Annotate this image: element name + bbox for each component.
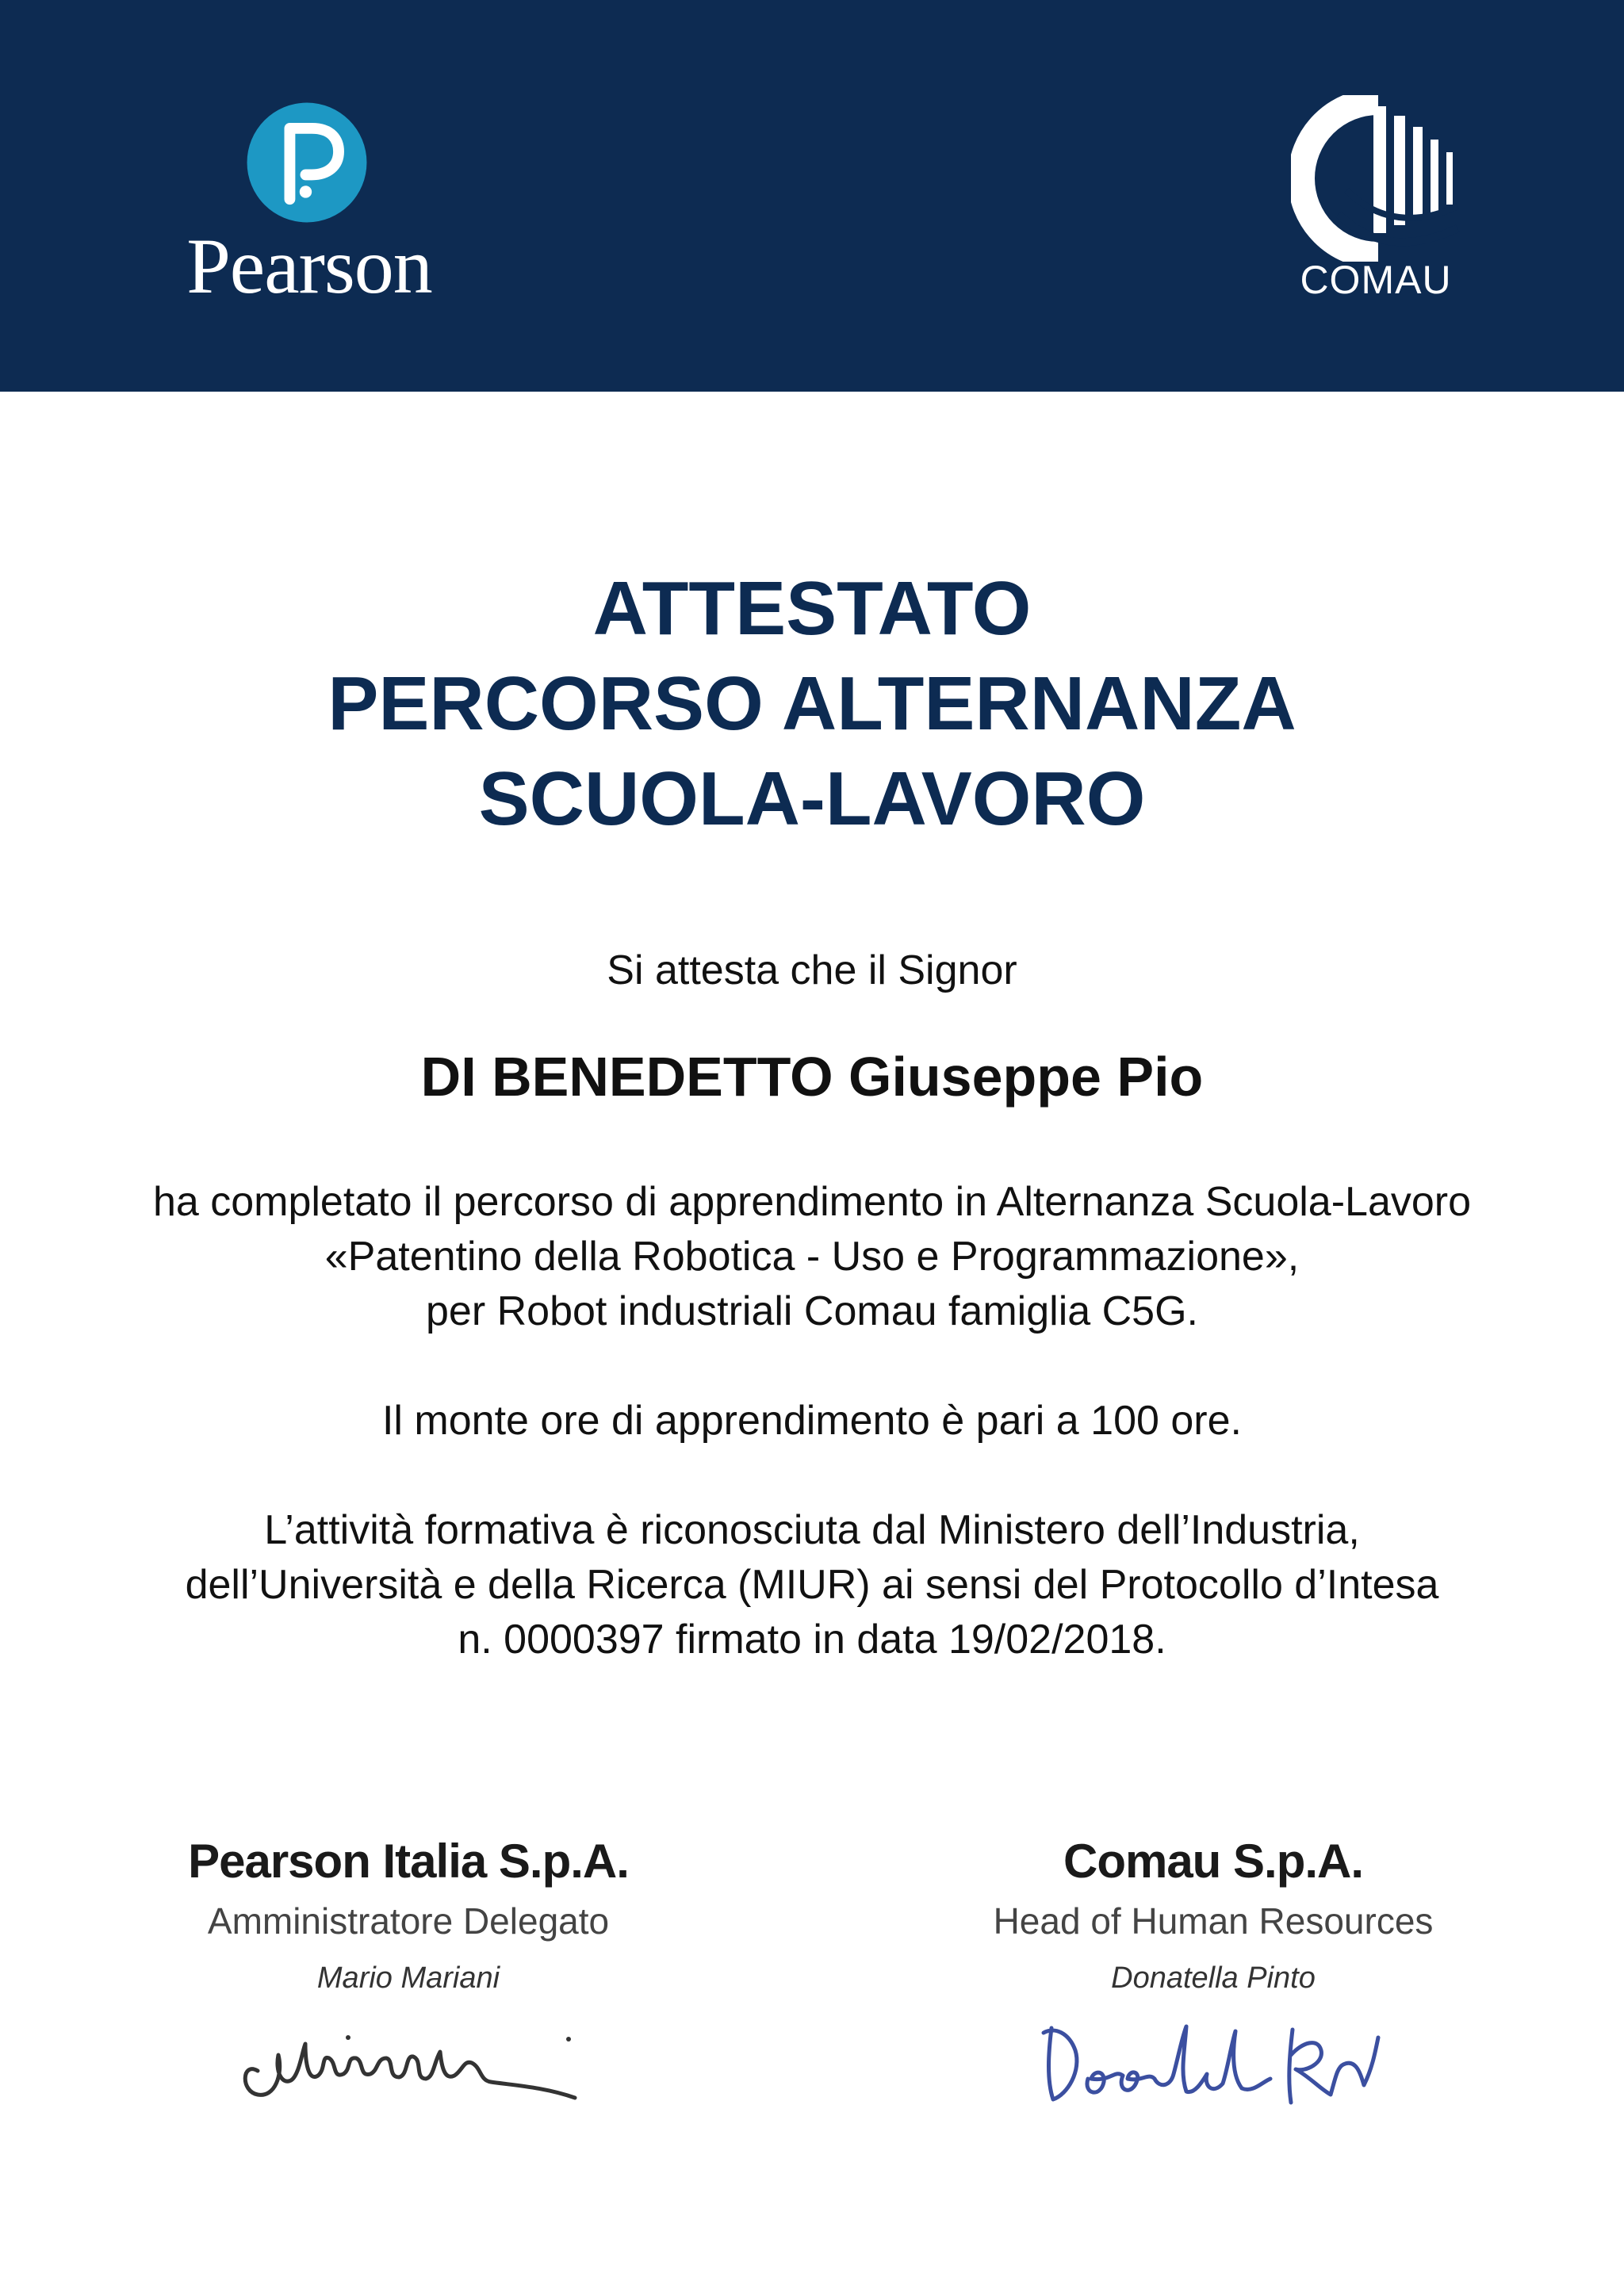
hours-text: Il monte ore di apprendimento è pari a 100 ore. — [381, 1398, 1242, 1444]
signatory-name: Mario Mariani — [316, 1961, 500, 1995]
completion-line-1: ha completato il percorso di apprendimento in Alternanza Scuola-Lavoro — [152, 1179, 1472, 1225]
pearson-logo — [159, 98, 460, 312]
title-line-1: ATTESTATO — [592, 566, 1032, 651]
intro-text: Si attesta che il Signor — [607, 947, 1017, 993]
signatory-name: Donatella Pinto — [1111, 1961, 1316, 1995]
signatory-company: Pearson Italia S.p.A. — [188, 1835, 629, 1888]
completion-line-3: per Robot industriali Comau famiglia C5G. — [426, 1288, 1198, 1334]
comau-logo — [1277, 95, 1475, 309]
handwritten-signature-left — [226, 2006, 591, 2117]
title-line-3: SCUOLA-LAVORO — [478, 756, 1146, 841]
recognition-line-3: n. 0000397 firmato in data 19/02/2018. — [458, 1617, 1166, 1663]
handwritten-signature-right — [1023, 2006, 1404, 2117]
signatory-role: Amministratore Delegato — [207, 1900, 610, 1942]
comau-wordmark: COMAU — [1300, 258, 1452, 302]
completion-paragraph — [0, 1175, 1624, 1339]
signatory-role: Head of Human Resources — [993, 1900, 1434, 1942]
recognition-line-2: dell’Università e della Ricerca (MIUR) ai sensi del Protocollo d’Intesa — [185, 1562, 1439, 1608]
certificate-header — [0, 0, 1624, 392]
recognition-line-1: L’attività formativa è riconosciuta dal Ministero dell’Industria, — [264, 1507, 1360, 1553]
completion-line-2: «Patentino della Robotica - Uso e Programmazione», — [324, 1234, 1300, 1280]
pearson-wordmark: Pearson — [186, 222, 432, 310]
comau-c-icon — [1291, 95, 1465, 262]
signature-block-comau — [912, 1830, 1515, 2117]
title-line-2: PERCORSO ALTERNANZA — [327, 661, 1297, 746]
signatory-company: Comau S.p.A. — [1063, 1835, 1364, 1888]
recipient-name: DI BENEDETTO Giuseppe Pio — [420, 1046, 1204, 1108]
pearson-p-icon — [246, 101, 368, 224]
certificate-title — [0, 561, 1624, 847]
recognition-paragraph — [0, 1503, 1624, 1667]
signature-block-pearson — [107, 1830, 710, 2117]
